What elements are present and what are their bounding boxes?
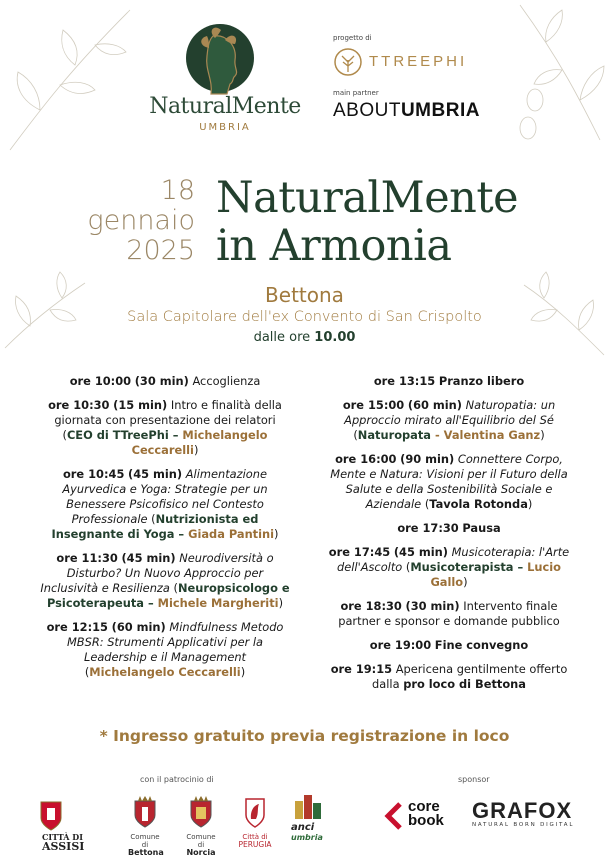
main-partner-caption: main partner	[333, 89, 379, 97]
item-time: ore 19:15	[330, 662, 393, 676]
item-duration: (15 min)	[113, 398, 168, 412]
item-title: Connettere Corpo, Mente e Natura: Visioni per il Futuro della Salute e della Sostenibilità Sociale e Aziendale	[330, 452, 568, 511]
item-text: Accoglienza	[192, 374, 261, 388]
bettona-crest-icon	[132, 795, 158, 829]
program-item	[318, 521, 580, 536]
speaker-name: Michelangelo Ceccarelli	[131, 428, 268, 457]
item-duration: (45 min)	[128, 467, 183, 481]
paren: )	[193, 443, 199, 457]
event-title	[216, 174, 518, 270]
corebook-label-b: book	[408, 812, 444, 829]
dash: –	[168, 428, 183, 442]
aboutumbria-logo-a: ABOUT	[333, 100, 401, 121]
progetto-caption: progetto di	[333, 34, 372, 42]
program-item	[318, 662, 580, 692]
item-duration: (60 min)	[111, 620, 166, 634]
norcia-label-a: Comune di	[186, 833, 216, 849]
speaker-name: Michelangelo Ceccarelli	[89, 665, 241, 679]
program-item	[40, 374, 290, 389]
perugia-griffin-icon	[242, 795, 268, 829]
program-item	[318, 638, 580, 653]
program-item	[318, 545, 580, 590]
item-time: ore 16:00	[335, 452, 397, 466]
speaker-role: CEO di TTreePhi	[66, 428, 169, 442]
speaker-name: Giada Pantini	[188, 527, 275, 541]
item-time: ore 15:00	[342, 398, 405, 412]
grafox-tagline: NATURAL BORN DIGITAL	[472, 822, 575, 828]
dash: –	[174, 527, 189, 541]
dash: -	[431, 428, 444, 442]
bettona-label-b: Bettona	[128, 848, 164, 857]
title-line-1: NaturalMente	[216, 173, 519, 223]
paren: (	[405, 560, 411, 574]
perugia-logo	[238, 795, 272, 849]
brand-subtitle: UMBRIA	[199, 122, 251, 133]
round-table-label: Tavola Rotonda	[429, 497, 528, 511]
grafox-logo: GRAFOX	[472, 798, 573, 823]
anci-tower-icon	[291, 793, 323, 819]
speaker-role: Musicoterapista	[410, 560, 514, 574]
item-title: Musicoterapia: l'Arte dell'Ascolto	[337, 545, 570, 574]
item-duration: (45 min)	[121, 551, 176, 565]
speaker-role: Nutrizionista ed Insegnante di Yoga	[51, 512, 259, 541]
aboutumbria-logo-b: UMBRIA	[400, 100, 480, 121]
free-entry-notice: * Ingresso gratuito previa registrazione in loco	[99, 727, 510, 745]
item-time: ore 12:15	[46, 620, 108, 634]
paren: )	[274, 527, 279, 541]
anci-label-a: anci	[291, 822, 315, 833]
sponsor-caption: sponsor	[458, 775, 490, 784]
leaf-branch-right-top	[480, 0, 609, 150]
item-duration: (90 min)	[400, 452, 455, 466]
item-time: ore 13:15	[373, 374, 436, 388]
item-text: Fine convegno	[434, 638, 529, 652]
corebook-label-a: core	[408, 798, 440, 815]
item-time: ore 11:30	[56, 551, 118, 565]
anci-umbria-logo	[291, 793, 325, 842]
paren: )	[540, 428, 545, 442]
item-time: ore 18:30	[340, 599, 402, 613]
item-time: ore 10:45	[62, 467, 125, 481]
program-item	[40, 620, 290, 680]
item-title: Alimentazione Ayurvedica e Yoga: Strategie per un Benessere Psicofisico nel Contesto Professionale	[62, 467, 268, 526]
paren: )	[240, 665, 246, 679]
paren: )	[527, 497, 533, 511]
program-item	[40, 467, 290, 542]
item-title: Mindfulness Metodo MBSR: Strumenti Applicativi per la Leadership e il Management	[66, 620, 284, 664]
date-month: gennaio	[87, 205, 195, 236]
leaf-branch-left-top	[0, 0, 150, 160]
program-item	[318, 398, 580, 443]
patronage-caption: con il patrocinio di	[140, 775, 214, 784]
perugia-label-b: PERUGIA	[238, 840, 272, 849]
corebook-logo	[382, 800, 462, 832]
dash: –	[513, 560, 528, 574]
speaker-role: Naturopata	[357, 428, 431, 442]
speaker-name: Valentina Ganz	[443, 428, 541, 442]
aboutumbria-logo	[333, 100, 480, 122]
program-item	[40, 398, 290, 458]
norcia-logo	[184, 795, 218, 857]
ttreephi-logo	[333, 48, 483, 76]
paren: )	[463, 575, 468, 589]
event-date	[85, 176, 195, 266]
program-item	[40, 551, 290, 611]
date-year: 2025	[126, 235, 195, 266]
corebook-chevron-icon	[382, 800, 404, 832]
assisi-crest-icon	[38, 798, 64, 832]
item-title: Naturopatia: un Approccio mirato all'Equilibrio del Sé	[344, 398, 556, 427]
bettona-logo	[128, 795, 162, 857]
item-time: ore 17:45	[328, 545, 391, 559]
speaker-role: Neuropsicologo e Psicoterapeuta	[46, 581, 290, 610]
ttreephi-logo-text: TTREEPHI	[369, 53, 468, 70]
paren: (	[151, 512, 156, 526]
item-text: Pranzo libero	[438, 374, 525, 388]
time-value: 10.00	[314, 330, 356, 345]
item-duration: (60 min)	[407, 398, 462, 412]
naturalmente-logo-icon	[185, 20, 255, 98]
program-item	[318, 452, 580, 512]
event-venue: Sala Capitolare dell'ex Convento di San Crispolto	[127, 309, 482, 325]
event-city: Bettona	[265, 283, 344, 307]
item-duration: (30 min)	[405, 599, 460, 613]
item-text: Pausa	[462, 521, 501, 535]
program-item	[318, 374, 580, 389]
date-day: 18	[160, 175, 195, 206]
paren: )	[278, 596, 284, 610]
paren: (	[424, 497, 430, 511]
item-title: Neurodiversità o Disturbo? Un Nuovo Approccio per Inclusività e Resilienza	[40, 551, 274, 595]
assisi-logo	[38, 798, 108, 852]
item-time: ore 10:00	[69, 374, 132, 388]
program-column-left	[40, 374, 290, 689]
item-text: Intervento finale partner e sponsor e domande pubblico	[338, 599, 560, 628]
perugia-label-a: Città di	[242, 833, 268, 841]
anci-label-b: umbria	[291, 833, 323, 842]
dash: –	[144, 596, 158, 610]
ttreephi-tree-icon	[333, 48, 363, 76]
item-duration: (45 min)	[393, 545, 448, 559]
item-time: ore 17:30	[397, 521, 459, 535]
item-duration: (30 min)	[134, 374, 189, 388]
assisi-label-b: ASSISI	[42, 840, 85, 853]
norcia-crest-icon	[188, 795, 214, 829]
paren: (	[84, 665, 90, 679]
event-start-time	[0, 330, 609, 345]
paren: (	[62, 428, 67, 442]
title-line-2: in Armonia	[216, 221, 452, 271]
norcia-label-b: Norcia	[186, 848, 216, 857]
speaker-name: Michele Margheriti	[157, 596, 279, 610]
time-prefix: dalle ore	[253, 330, 311, 345]
program-item	[318, 599, 580, 629]
item-time: ore 19:00	[369, 638, 432, 652]
program-column-right	[318, 374, 580, 701]
bettona-label-a: Comune di	[130, 833, 160, 849]
brand-name: NaturalMente	[149, 94, 301, 119]
assisi-label-a: CITTÀ DI	[42, 832, 83, 842]
item-time: ore 10:30	[48, 398, 110, 412]
item-highlight: Apericena gentilmente offerto dalla	[372, 662, 568, 691]
paren: (	[173, 581, 178, 595]
speaker-name: Lucio Gallo	[430, 560, 561, 589]
item-text: Intro e finalità della giornata con presentazione dei relatori	[54, 398, 282, 427]
paren: (	[353, 428, 358, 442]
item-host: pro loco di Bettona	[403, 677, 526, 691]
